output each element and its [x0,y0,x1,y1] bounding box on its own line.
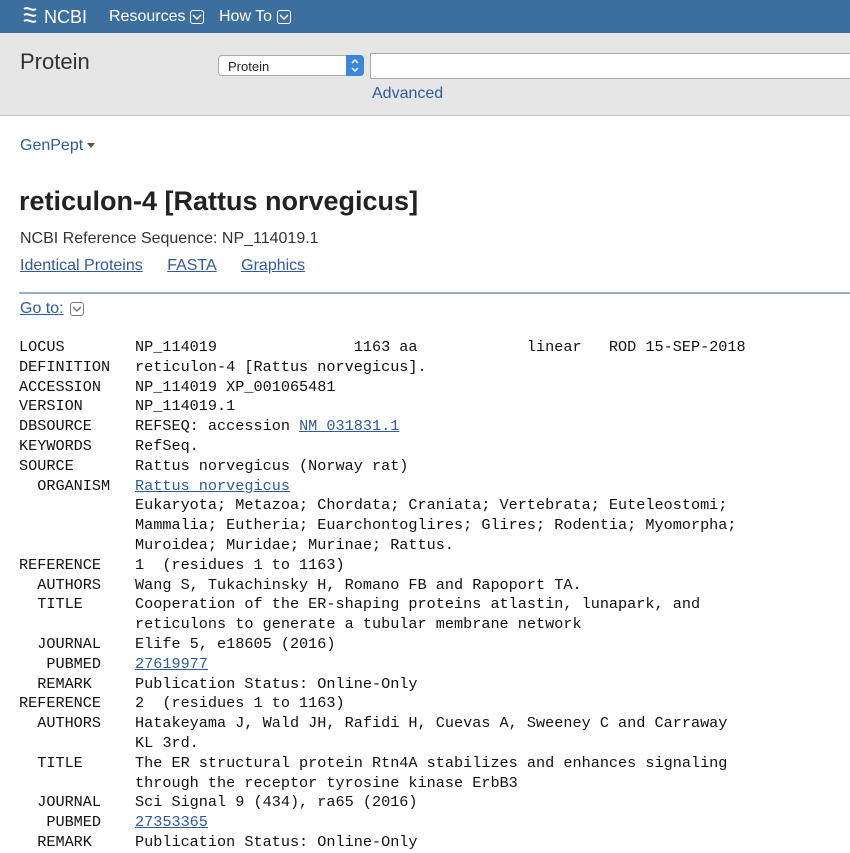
record-field-key [19,496,135,516]
identical-proteins-link[interactable]: Identical Proteins [20,257,143,274]
record-field-key: SOURCE [19,456,74,475]
record-field-value: NP_114019 1163 aa linear ROD 15-SEP-2018 [135,338,746,356]
record-field-value: RefSeq. [135,436,199,455]
record-line [19,833,849,853]
database-select-value: Protein [228,59,270,74]
record-field-key: VERSION [19,397,83,416]
record-line [19,754,849,774]
ncbi-logo-icon [20,5,40,30]
genpept-record [19,338,849,853]
record-line [19,813,849,833]
record-field-key [19,536,135,556]
caret-down-icon [87,143,95,148]
record-field-link[interactable]: Rattus norvegicus [135,476,290,495]
record-field-value: Rattus norvegicus (Norway rat) [135,456,409,475]
goto-menu[interactable] [20,300,84,318]
record-field-key [19,734,135,754]
advanced-search-link[interactable]: Advanced [372,85,444,102]
record-field-key: REMARK [19,832,92,851]
resources-menu[interactable] [109,8,204,26]
record-field-key: AUTHORS [19,714,102,733]
record-line [19,675,849,695]
record-line [19,338,849,358]
record-line [19,437,849,457]
record-line [19,774,849,794]
record-field-key: JOURNAL [19,634,102,653]
ncbi-header-bar [0,0,850,33]
record-line [19,477,849,497]
record-field-value: NP_114019.1 [135,397,236,416]
format-selector-label: GenPept [20,137,84,154]
fasta-link[interactable]: FASTA [167,257,217,274]
record-line [19,793,849,813]
record-field-key: PUBMED [19,813,102,832]
record-field-value: through the receptor tyrosine kinase ErbB3 [135,773,518,792]
record-line [19,694,849,714]
record-field-key: ACCESSION [19,377,102,396]
record-field-key: TITLE [19,595,83,614]
record-subtitle: NCBI Reference Sequence: NP_114019.1 [20,230,319,247]
record-field-key: LOCUS [19,338,65,356]
select-arrows-icon [346,55,364,76]
record-field-value: The ER structural protein Rtn4A stabilizes and enhances signaling [135,753,728,772]
record-field-key: PUBMED [19,654,102,673]
database-select[interactable] [218,55,364,76]
record-field-link[interactable]: 27619977 [135,654,208,673]
record-line [19,635,849,655]
record-field-value: Wang S, Tukachinsky H, Romano FB and Rapoport TA. [135,575,582,594]
howto-menu[interactable] [219,8,291,26]
record-line [19,615,849,635]
record-field-key [19,774,135,794]
record-line [19,457,849,477]
record-field-value: Cooperation of the ER-shaping proteins atlastin, lunapark, and [135,595,701,614]
record-field-key: ORGANISM [19,476,111,495]
record-line [19,536,849,556]
section-divider [19,292,850,294]
record-line [19,417,849,437]
record-line [19,734,849,754]
record-field-value: Sci Signal 9 (434), ra65 (2016) [135,793,418,812]
database-title: Protein [20,49,90,74]
record-field-key: JOURNAL [19,793,102,812]
record-field-link[interactable]: 27353365 [135,813,208,832]
record-field-link[interactable]: NM_031831.1 [299,417,400,436]
record-field-key: AUTHORS [19,575,102,594]
ncbi-logo[interactable] [20,6,87,28]
record-field-value: Mammalia; Eutheria; Euarchontoglires; Glires; Rodentia; Myomorpha; [135,516,737,535]
record-field-value: KL 3rd. [135,733,199,752]
record-links [20,257,325,275]
record-field-key: DEFINITION [19,357,111,376]
record-line [19,496,849,516]
chevron-down-icon [70,302,84,316]
record-line [19,378,849,398]
record-field-key: TITLE [19,753,83,772]
record-line [19,358,849,378]
record-field-key: KEYWORDS [19,436,92,455]
record-field-value: 2 (residues 1 to 1163) [135,694,345,713]
record-line [19,397,849,417]
record-field-value: Publication Status: Online-Only [135,832,418,851]
record-field-value: Eukaryota; Metazoa; Chordata; Craniata; Vertebrata; Euteleostomi; [135,496,728,515]
record-line [19,556,849,576]
search-input[interactable] [370,53,850,79]
record-field-value: REFSEQ: accession [135,417,300,436]
record-line [19,516,849,536]
record-line [19,714,849,734]
chevron-down-icon [190,10,204,24]
record-field-key [19,615,135,635]
record-line [19,576,849,596]
record-title: reticulon-4 [Rattus norvegicus] [19,186,419,216]
record-field-key: REFERENCE [19,555,102,574]
record-field-value: Hatakeyama J, Wald JH, Rafidi H, Cuevas A, Sweeney C and Carraway [135,714,728,733]
ncbi-logo-text: NCBI [44,6,88,27]
record-field-value: Elife 5, e18605 (2016) [135,634,336,653]
record-field-value: NP_114019 XP_001065481 [135,377,336,396]
record-field-key: REMARK [19,674,92,693]
record-line [19,655,849,675]
howto-menu-label: How To [219,8,273,25]
record-field-value: Muroidea; Muridae; Murinae; Rattus. [135,535,454,554]
graphics-link[interactable]: Graphics [241,257,306,274]
resources-menu-label: Resources [109,8,186,25]
chevron-down-icon [277,10,291,24]
format-selector[interactable] [20,137,95,155]
record-field-value: 1 (residues 1 to 1163) [135,555,345,574]
record-field-key: DBSOURCE [19,417,92,436]
record-field-key: REFERENCE [19,694,102,713]
record-field-value: Publication Status: Online-Only [135,674,418,693]
goto-label: Go to: [20,300,64,317]
record-field-value: reticulons to generate a tubular membrane network [135,615,582,634]
record-field-value: reticulon-4 [Rattus norvegicus]. [135,357,427,376]
record-field-key [19,516,135,536]
record-line [19,595,849,615]
